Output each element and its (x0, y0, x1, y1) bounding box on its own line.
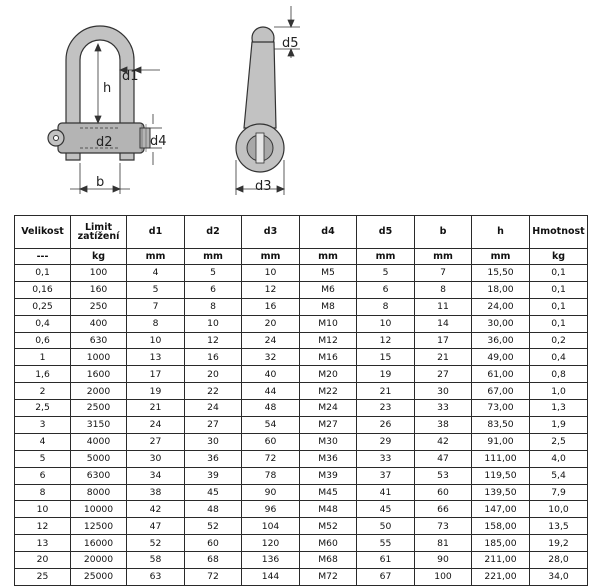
col-header: d3 (242, 216, 300, 249)
table-cell: 34,0 (530, 569, 588, 586)
table-cell: 10 (242, 265, 300, 282)
table-row (15, 281, 588, 298)
table-cell: 3150 (71, 417, 127, 434)
table-cell: 4 (15, 433, 71, 450)
table-cell: M8 (300, 298, 357, 315)
table-cell: 250 (71, 298, 127, 315)
table-cell: 0,4 (530, 349, 588, 366)
d3-label: d3 (255, 179, 272, 194)
table-cell: M5 (300, 265, 357, 282)
table-cell: 211,00 (472, 552, 530, 569)
table-cell: 221,00 (472, 569, 530, 586)
table-cell: 23 (357, 400, 415, 417)
table-cell: 14 (415, 315, 472, 332)
table-cell: 7,9 (530, 484, 588, 501)
table-cell: 6300 (71, 467, 127, 484)
table-cell: 0,1 (530, 281, 588, 298)
table-cell: 55 (357, 535, 415, 552)
table-cell: 60 (415, 484, 472, 501)
table-cell: 7 (127, 298, 185, 315)
table-cell: 6 (15, 467, 71, 484)
table-cell: 12 (242, 281, 300, 298)
table-cell: 28,0 (530, 552, 588, 569)
table-cell: 24 (127, 417, 185, 434)
table-row (15, 349, 588, 366)
table-cell: 15 (357, 349, 415, 366)
table-cell: 29 (357, 433, 415, 450)
table-cell: 52 (127, 535, 185, 552)
table-cell: 26 (357, 417, 415, 434)
unit-cell: mm (357, 249, 415, 265)
table-cell: 4,0 (530, 450, 588, 467)
table-cell: 54 (242, 417, 300, 434)
table-cell: 185,00 (472, 535, 530, 552)
table-cell: 30 (415, 383, 472, 400)
table-row (15, 417, 588, 434)
table-cell: 0,8 (530, 366, 588, 383)
table-cell: 32 (242, 349, 300, 366)
table-cell: 8 (185, 298, 242, 315)
table-cell: 2000 (71, 383, 127, 400)
table-cell: 21 (127, 400, 185, 417)
unit-cell: kg (530, 249, 588, 265)
table-cell: 10 (15, 501, 71, 518)
table-cell: 60 (242, 433, 300, 450)
unit-cell: mm (472, 249, 530, 265)
table-cell: M12 (300, 332, 357, 349)
h-label: h (103, 81, 112, 96)
table-cell: 20000 (71, 552, 127, 569)
table-cell: 4 (127, 265, 185, 282)
table-cell: 25 (15, 569, 71, 586)
table-cell: 24 (185, 400, 242, 417)
table-cell: 136 (242, 552, 300, 569)
table-cell: 61 (357, 552, 415, 569)
table-cell: 42 (415, 433, 472, 450)
table-cell: 45 (357, 501, 415, 518)
table-cell: 27 (415, 366, 472, 383)
table-cell: 81 (415, 535, 472, 552)
table-cell: 12500 (71, 518, 127, 535)
table-cell: 0,16 (15, 281, 71, 298)
table-cell: 68 (185, 552, 242, 569)
col-header: d5 (357, 216, 415, 249)
table-cell: 58 (127, 552, 185, 569)
table-cell: M6 (300, 281, 357, 298)
unit-cell: mm (185, 249, 242, 265)
table-cell: 40 (242, 366, 300, 383)
table-cell: 25000 (71, 569, 127, 586)
table-cell: 83,50 (472, 417, 530, 434)
table-cell: 1,6 (15, 366, 71, 383)
table-cell: 39 (185, 467, 242, 484)
table-row (15, 467, 588, 484)
table-row (15, 433, 588, 450)
table-cell: 27 (127, 433, 185, 450)
table-cell: 44 (242, 383, 300, 400)
table-cell: 3 (15, 417, 71, 434)
table-cell: 10 (357, 315, 415, 332)
table-cell: 36,00 (472, 332, 530, 349)
table-cell: 11 (415, 298, 472, 315)
table-row (15, 569, 588, 586)
table-cell: 5 (127, 281, 185, 298)
table-cell: 111,00 (472, 450, 530, 467)
table-cell: 30 (127, 450, 185, 467)
table-row (15, 552, 588, 569)
table-cell: 8 (15, 484, 71, 501)
table-cell: 49,00 (472, 349, 530, 366)
shackle-drawing (0, 0, 600, 212)
table-cell: 21 (415, 349, 472, 366)
table-cell: M60 (300, 535, 357, 552)
table-row (15, 265, 588, 282)
table-cell: 33 (357, 450, 415, 467)
table-cell: 37 (357, 467, 415, 484)
table-cell: 22 (185, 383, 242, 400)
table-cell: 5 (185, 265, 242, 282)
table-cell: M45 (300, 484, 357, 501)
b-label: b (96, 175, 105, 190)
table-cell: 73,00 (472, 400, 530, 417)
table-cell: M20 (300, 366, 357, 383)
table-cell: M39 (300, 467, 357, 484)
table-row (15, 383, 588, 400)
table-cell: 16 (185, 349, 242, 366)
table-cell: 67,00 (472, 383, 530, 400)
table-cell: 52 (185, 518, 242, 535)
table-cell: 10 (185, 315, 242, 332)
table-cell: 36 (185, 450, 242, 467)
table-cell: 73 (415, 518, 472, 535)
table-cell: M22 (300, 383, 357, 400)
table-cell: 30,00 (472, 315, 530, 332)
d4-label: d4 (150, 134, 167, 149)
table-cell: 400 (71, 315, 127, 332)
col-header: b (415, 216, 472, 249)
table-cell: 66 (415, 501, 472, 518)
table-cell: 13 (15, 535, 71, 552)
table-cell: 6 (185, 281, 242, 298)
table-cell: M10 (300, 315, 357, 332)
table-row (15, 518, 588, 535)
table-body (15, 265, 588, 586)
table-cell: M24 (300, 400, 357, 417)
table-cell: 48 (185, 501, 242, 518)
table-cell: 100 (71, 265, 127, 282)
table-cell: 2 (15, 383, 71, 400)
table-row (15, 484, 588, 501)
table-cell: 4000 (71, 433, 127, 450)
table-cell: 19 (127, 383, 185, 400)
table-cell: 53 (415, 467, 472, 484)
col-header: d4 (300, 216, 357, 249)
table-cell: 47 (127, 518, 185, 535)
table-cell: 33 (415, 400, 472, 417)
table-cell: 30 (185, 433, 242, 450)
table-cell: 119,50 (472, 467, 530, 484)
table-cell: 19,2 (530, 535, 588, 552)
table-cell: 91,00 (472, 433, 530, 450)
table-cell: 38 (127, 484, 185, 501)
table-cell: 41 (357, 484, 415, 501)
table-cell: 96 (242, 501, 300, 518)
table-cell: 0,1 (530, 265, 588, 282)
unit-cell: kg (71, 249, 127, 265)
table-cell: 8 (127, 315, 185, 332)
table-cell: 2,5 (15, 400, 71, 417)
table-cell: 21 (357, 383, 415, 400)
unit-cell: mm (242, 249, 300, 265)
col-header: Velikost (15, 216, 71, 249)
table-cell: 144 (242, 569, 300, 586)
table-cell: 1000 (71, 349, 127, 366)
table-cell: M27 (300, 417, 357, 434)
table-header-row (15, 216, 588, 249)
table-row (15, 535, 588, 552)
table-row (15, 315, 588, 332)
table-cell: 90 (242, 484, 300, 501)
table-cell: 1 (15, 349, 71, 366)
table-row (15, 501, 588, 518)
table-cell: M72 (300, 569, 357, 586)
table-cell: M36 (300, 450, 357, 467)
d5-label: d5 (282, 36, 299, 51)
table-cell: 27 (185, 417, 242, 434)
table-cell: 10 (127, 332, 185, 349)
table-cell: 90 (415, 552, 472, 569)
table-row (15, 332, 588, 349)
table-cell: 13,5 (530, 518, 588, 535)
table-cell: 16000 (71, 535, 127, 552)
table-cell: 63 (127, 569, 185, 586)
table-cell: 0,1 (530, 315, 588, 332)
table-cell: M30 (300, 433, 357, 450)
table-cell: 72 (242, 450, 300, 467)
table-cell: 17 (127, 366, 185, 383)
table-cell: 158,00 (472, 518, 530, 535)
table-cell: 10,0 (530, 501, 588, 518)
table-cell: 47 (415, 450, 472, 467)
table-cell: 16 (242, 298, 300, 315)
table-cell: 13 (127, 349, 185, 366)
table-row (15, 366, 588, 383)
col-header: Hmotnost (530, 216, 588, 249)
table-cell: 1,0 (530, 383, 588, 400)
table-cell: 15,50 (472, 265, 530, 282)
table-cell: 72 (185, 569, 242, 586)
table-cell: M52 (300, 518, 357, 535)
table-cell: 78 (242, 467, 300, 484)
table-cell: 5,4 (530, 467, 588, 484)
table-cell: 20 (242, 315, 300, 332)
table-cell: M48 (300, 501, 357, 518)
table-cell: 12 (15, 518, 71, 535)
table-cell: 24 (242, 332, 300, 349)
table-cell: 160 (71, 281, 127, 298)
table-units-row (15, 249, 588, 265)
table-cell: 139,50 (472, 484, 530, 501)
table-cell: 20 (185, 366, 242, 383)
table-cell: 20 (15, 552, 71, 569)
table-cell: 6 (357, 281, 415, 298)
table-cell: M68 (300, 552, 357, 569)
table-cell: 34 (127, 467, 185, 484)
d1-label: d1 (122, 69, 139, 84)
table-cell: 0,6 (15, 332, 71, 349)
table-cell: 24,00 (472, 298, 530, 315)
table-cell: 45 (185, 484, 242, 501)
table-cell: 50 (357, 518, 415, 535)
table-cell: 67 (357, 569, 415, 586)
table-cell: 19 (357, 366, 415, 383)
unit-cell: mm (415, 249, 472, 265)
col-header: Limit zatížení (71, 216, 127, 249)
table-cell: 17 (415, 332, 472, 349)
table-cell: 60 (185, 535, 242, 552)
table-cell: 12 (357, 332, 415, 349)
table-cell: 104 (242, 518, 300, 535)
table-cell: 0,25 (15, 298, 71, 315)
table-cell: 0,4 (15, 315, 71, 332)
table-cell: 1,3 (530, 400, 588, 417)
table-cell: 2500 (71, 400, 127, 417)
table-row (15, 298, 588, 315)
table-cell: 48 (242, 400, 300, 417)
unit-cell: --- (15, 249, 71, 265)
table-cell: 18,00 (472, 281, 530, 298)
table-cell: 1600 (71, 366, 127, 383)
table-cell: 8000 (71, 484, 127, 501)
table-cell: 8 (415, 281, 472, 298)
col-header: d2 (185, 216, 242, 249)
table-cell: 0,1 (15, 265, 71, 282)
table-cell: 100 (415, 569, 472, 586)
table-cell: 147,00 (472, 501, 530, 518)
table-cell: 1,9 (530, 417, 588, 434)
table-cell: 7 (415, 265, 472, 282)
d2-label: d2 (96, 135, 113, 150)
table-row (15, 400, 588, 417)
table-cell: 8 (357, 298, 415, 315)
table-cell: 38 (415, 417, 472, 434)
unit-cell: mm (300, 249, 357, 265)
table-cell: 10000 (71, 501, 127, 518)
table-cell: 0,1 (530, 298, 588, 315)
table-cell: 630 (71, 332, 127, 349)
table-cell: 5 (15, 450, 71, 467)
unit-cell: mm (127, 249, 185, 265)
table-cell: 42 (127, 501, 185, 518)
table-cell: 61,00 (472, 366, 530, 383)
col-header: d1 (127, 216, 185, 249)
table-cell: 0,2 (530, 332, 588, 349)
table-cell: 12 (185, 332, 242, 349)
table-cell: 5000 (71, 450, 127, 467)
table-cell: M16 (300, 349, 357, 366)
shackle-spec-table (14, 215, 588, 586)
table-row (15, 450, 588, 467)
table-cell: 5 (357, 265, 415, 282)
table-cell: 2,5 (530, 433, 588, 450)
table-cell: 120 (242, 535, 300, 552)
front-dimensions (70, 44, 162, 194)
col-header: h (472, 216, 530, 249)
